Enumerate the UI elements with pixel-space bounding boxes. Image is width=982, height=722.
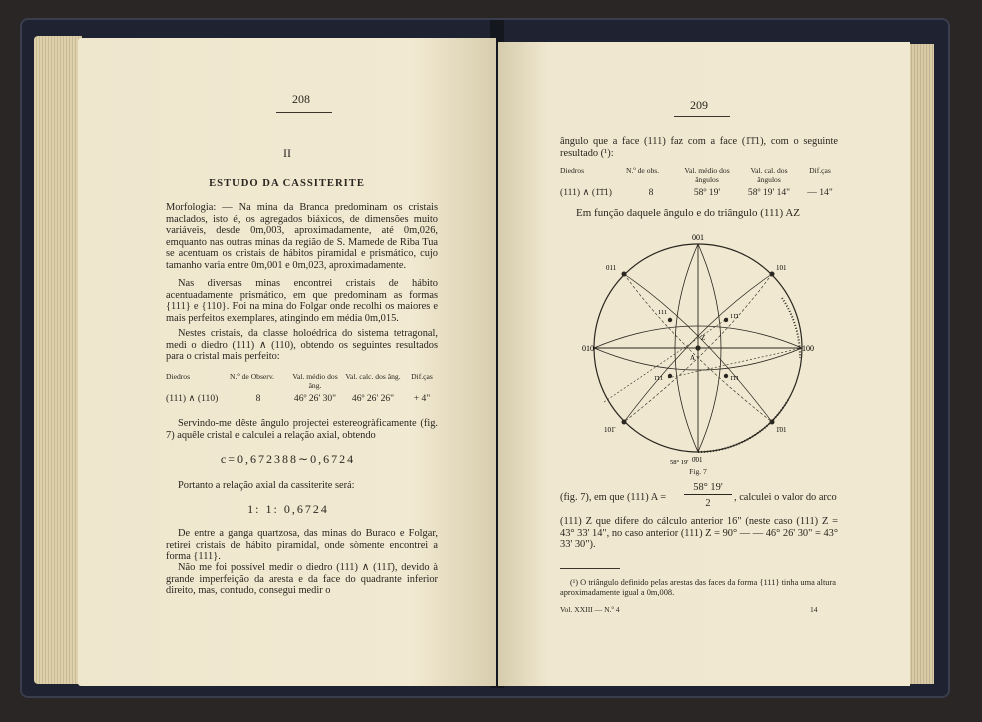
formula-numerator: 58° 19' bbox=[684, 482, 732, 495]
page-edges-right bbox=[906, 44, 934, 684]
pole-dot bbox=[668, 374, 672, 378]
pole-dot bbox=[770, 420, 775, 425]
table-cell: 8 bbox=[255, 393, 261, 404]
paragraph-classe: Nestes cristais, da classe holoédrica do sistema tetragonal, medi o diedro (111) ∧ (110), obtendo os seguintes resultados para o cristal mais perfeito: bbox=[166, 328, 438, 363]
table-cell: (111) ∧ (110) bbox=[166, 393, 219, 404]
col-header: Val. cal. dos ângulos bbox=[750, 166, 788, 184]
pole-dot bbox=[622, 272, 627, 277]
formula-tail: , calculei o valor do arco bbox=[734, 492, 837, 503]
page-number-right: 209 bbox=[690, 98, 708, 112]
label-101-bar: 101̄ bbox=[604, 426, 615, 434]
table-cell: 58º 19' 14" bbox=[747, 187, 791, 198]
table-cell: + 4" bbox=[413, 393, 431, 404]
table-cell: 46º 26' 30" bbox=[293, 393, 337, 404]
pole-dot bbox=[770, 272, 775, 277]
label-bar1bar11: 1̄1̄1 bbox=[730, 375, 740, 382]
col-header: Dif.ças bbox=[809, 166, 831, 175]
table-cell: 46º 26' 26" bbox=[351, 393, 395, 404]
arc-hatching bbox=[698, 400, 788, 452]
pole-dot bbox=[724, 318, 728, 322]
label-Z: Z bbox=[701, 334, 706, 342]
footer-signature: 14 bbox=[810, 605, 818, 614]
table-cell: 8 bbox=[648, 187, 654, 198]
col-header: Val. médio dos ângulos bbox=[684, 166, 730, 184]
pole-dot bbox=[622, 420, 627, 425]
col-header: Val. calc. dos âng. bbox=[345, 372, 401, 381]
page-number-rule bbox=[276, 112, 332, 113]
col-header: Diedros bbox=[560, 166, 585, 175]
equation-ratio: 1: 1: 0,6724 bbox=[247, 502, 329, 516]
col-header: N.º de obs. bbox=[626, 166, 660, 175]
label-100: 100 bbox=[802, 344, 814, 353]
table-cell: — 14" bbox=[807, 187, 833, 198]
page-number-rule bbox=[674, 116, 730, 117]
page-edges-left bbox=[34, 36, 82, 684]
col-header: Dif.ças bbox=[411, 372, 433, 381]
formula-lead: (fig. 7), em que (111) A = bbox=[560, 492, 667, 503]
label-111: 111 bbox=[658, 309, 668, 316]
paragraph-ganga: De entre a ganga quartzosa, das minas do Buraco e Folgar, retirei cristais de hábito piramidal, onde sòmente encontrei a forma {111}. bbox=[166, 528, 438, 563]
equation-axial: c=0,672388∼0,6724 bbox=[220, 452, 356, 466]
section-number: II bbox=[283, 146, 291, 160]
right-page bbox=[498, 42, 910, 686]
formula-denominator: 2 bbox=[705, 498, 711, 509]
label-bar-101: 1̄01 bbox=[776, 426, 787, 434]
label-bar111: 1̄11 bbox=[654, 375, 664, 382]
label-001: 001 bbox=[692, 233, 704, 242]
left-page bbox=[78, 38, 496, 686]
label-101: 101 bbox=[776, 264, 787, 272]
dashed-line bbox=[668, 348, 802, 378]
section-title: ESTUDO DA CASSITERITE bbox=[209, 178, 365, 189]
page-number-left: 208 bbox=[292, 92, 310, 106]
paragraph-portanto: Portanto a relação axial da cassiterite será: bbox=[178, 480, 355, 491]
dashed-line bbox=[604, 318, 728, 402]
label-011: 011 bbox=[606, 264, 617, 272]
col-header: N.º de Observ. bbox=[230, 372, 275, 381]
pole-dot bbox=[668, 318, 672, 322]
figure-caption: Fig. 7 bbox=[689, 467, 707, 476]
pole-dot bbox=[724, 374, 728, 378]
measurement-table-right bbox=[560, 166, 840, 197]
paragraph-angulo: ângulo que a face (111) faz com a face (1̄1̄1), com o seguinte resultado (¹): bbox=[560, 136, 838, 159]
formula-paragraph bbox=[560, 482, 840, 512]
paragraph-funcao: Em função daquele ângulo e do triângulo (111) AZ bbox=[576, 207, 801, 219]
label-11bar1: 11̄1 bbox=[730, 313, 740, 320]
paragraph-text: Morfologia: — Na mina da Branca predominam os cristais maclados, isto é, os agregados biáxicos, de dimensões muito variáveis, desde 0m,003, aproximadamente, até 0m,026, emquanto nas outras minas da região de S. Mamede de Riba Tua se acentuam os cristais de hábitos piramidal e prismático, cujo tamanho varia entre 0m,001 e 0m,023, aproximadamente. bbox=[166, 202, 438, 271]
paragraph-diversas-minas: Nas diversas minas encontrei cristais de hábito acentuadamente prismático, em que predominam as formas {111} e {110}. Foi na mina do Folgar onde recolhi os maiores e mais perfeitos exemplares, atingindo em média 0m,015. bbox=[166, 278, 438, 324]
label-arc: 58° 19' bbox=[670, 459, 689, 466]
stereographic-projection bbox=[578, 228, 818, 468]
pole-dot bbox=[695, 345, 700, 350]
table-cell: 58º 19' bbox=[693, 187, 721, 198]
col-header: Val. médio dos âng. bbox=[292, 372, 338, 390]
col-header: Diedros bbox=[166, 372, 191, 381]
footnote: (¹) O triângulo definido pelas arestas das faces da forma {111} tinha uma altura aproximadamente igual a 0m,008. bbox=[560, 578, 836, 597]
paragraph-arco: (111) Z que difere do cálculo anterior 16" (neste caso (111) Z = 43° 33' 14", no caso anterior (111) Z = 90° — — 46° 26' 30" = 43° 33' 30"). bbox=[560, 516, 838, 551]
paragraph-morfologia bbox=[166, 202, 438, 272]
paragraph-servindo: Servindo-me dêste ângulo projectei estereogràficamente (fig. 7) aquêle cristal e calculei a relação axial, obtendo bbox=[166, 418, 438, 441]
paragraph-diedro: Não me foi possível medir o diedro (111) ∧ (111̄), devido à grande imperfeição da aresta e da face do quadrante inferior direito, mas, contudo, consegui medir o bbox=[166, 562, 438, 597]
label-bottom: 0̄01 bbox=[692, 456, 703, 464]
footer-volume: Vol. XXIII — N.º 4 bbox=[560, 605, 620, 614]
label-010: 010 bbox=[582, 344, 594, 353]
footnote-rule bbox=[560, 568, 620, 569]
table-cell: (111) ∧ (1̄1̄1) bbox=[560, 187, 612, 198]
measurement-table-left bbox=[166, 372, 442, 403]
label-A: A bbox=[690, 354, 696, 362]
